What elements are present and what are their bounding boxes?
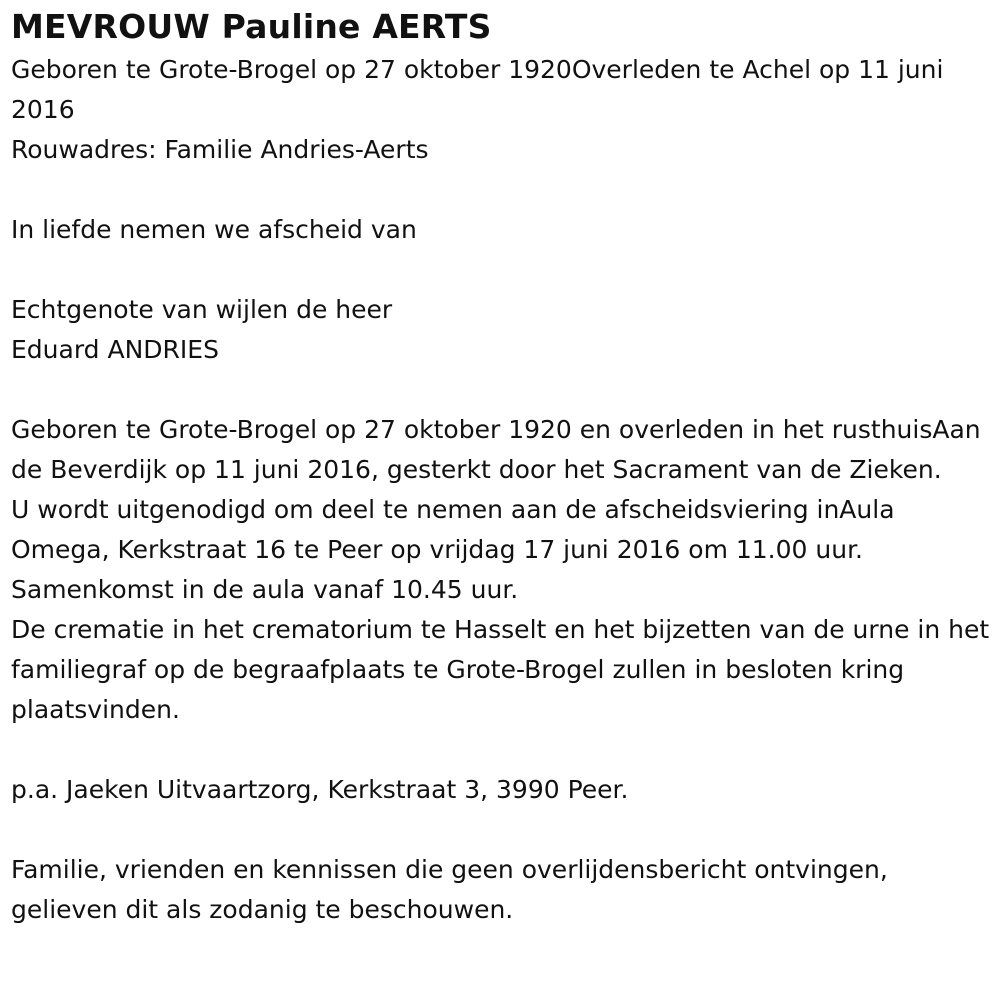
death-notice [11, 4, 993, 930]
paragraph-cremation: De crematie in het crematorium te Hasselt en het bijzetten van de urne in het familiegraf op de begraafplaats te Grote-Brogel zullen in besloten kring plaatsvinden. [11, 615, 990, 724]
born-died-line: Geboren te Grote-Brogel op 27 oktober 1920Overleden te Achel op 11 juni 2016 [11, 55, 944, 124]
paragraph-gathering: Samenkomst in de aula vanaf 10.45 uur. [11, 575, 519, 604]
spacer [11, 370, 993, 410]
notice-title: MEVROUW Pauline AERTS [11, 7, 492, 46]
closing-line: Familie, vrienden en kennissen die geen overlijdensbericht ontvingen, gelieven dit als zodanig te beschouwen. [11, 855, 888, 924]
spouse-line-1: Echtgenote van wijlen de heer [11, 295, 393, 324]
paragraph-invite: U wordt uitgenodigd om deel te nemen aan de afscheidsviering inAula Omega, Kerkstraat 16 te Peer op vrijdag 17 juni 2016 om 11.00 uur. [11, 495, 895, 564]
spouse-line-2: Eduard ANDRIES [11, 335, 219, 364]
spacer [11, 170, 993, 210]
farewell-line: In liefde nemen we afscheid van [11, 215, 417, 244]
mourning-address: Rouwadres: Familie Andries-Aerts [11, 135, 429, 164]
paragraph-born: Geboren te Grote-Brogel op 27 oktober 1920 en overleden in het rusthuisAan de Beverdijk op 11 juni 2016, gesterkt door het Sacrament van de Zieken. [11, 415, 981, 484]
spacer [11, 730, 993, 770]
spacer [11, 810, 993, 850]
care-of-line: p.a. Jaeken Uitvaartzorg, Kerkstraat 3, 3990 Peer. [11, 775, 629, 804]
spacer [11, 250, 993, 290]
